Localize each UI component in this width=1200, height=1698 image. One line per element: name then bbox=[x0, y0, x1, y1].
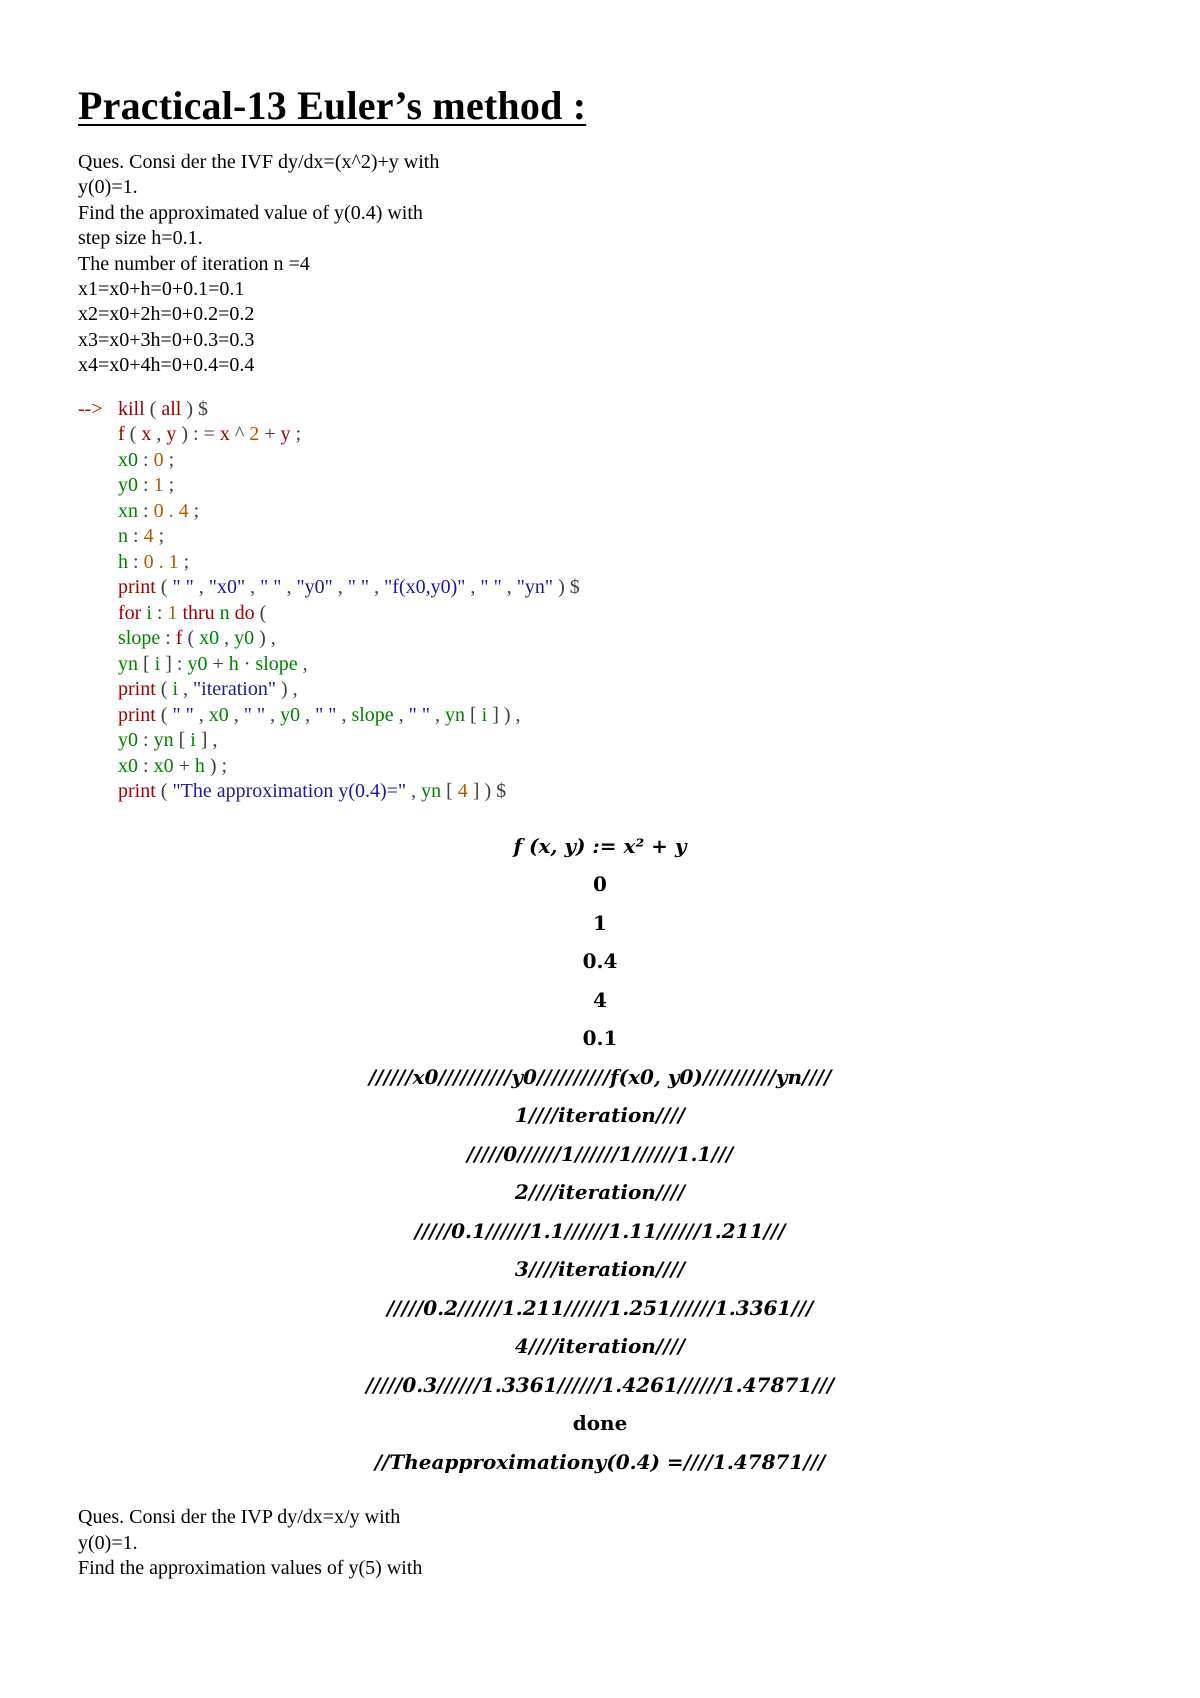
code-token: x0 bbox=[153, 754, 174, 777]
code-token: yn bbox=[444, 703, 465, 726]
code-token: ( bbox=[124, 423, 142, 446]
output-line: //////x0//////////y0//////////f(x0, y0)//////////yn//// bbox=[368, 1064, 832, 1089]
question-2 bbox=[78, 1505, 1122, 1581]
code-token: ( bbox=[155, 576, 173, 599]
code-token: , bbox=[465, 576, 481, 599]
output-line: 4 bbox=[593, 987, 607, 1012]
code-token: print bbox=[118, 780, 156, 803]
code-token: x0 bbox=[208, 703, 229, 726]
code-token: ; bbox=[290, 423, 302, 446]
code-token: i bbox=[481, 703, 488, 726]
code-token: ) , bbox=[275, 678, 298, 701]
code-token: , bbox=[193, 576, 209, 599]
code-token: : bbox=[128, 525, 144, 548]
code-token: " " bbox=[172, 576, 194, 599]
code-line bbox=[78, 575, 1122, 601]
code-token: "x0" bbox=[208, 576, 246, 599]
code-token: "yn" bbox=[516, 576, 554, 599]
code-token: ( bbox=[254, 601, 267, 624]
code-token: : bbox=[138, 474, 154, 497]
code-token: + bbox=[207, 652, 229, 675]
code-token: , bbox=[406, 780, 422, 803]
input-prompt: --> bbox=[78, 397, 103, 420]
code-token: , bbox=[265, 703, 281, 726]
code-token: · bbox=[238, 652, 256, 675]
question-1-line: The number of iteration n =4 bbox=[78, 252, 310, 275]
code-token: , bbox=[297, 652, 308, 675]
code-token: slope bbox=[255, 652, 298, 675]
code-token: ] , bbox=[195, 729, 218, 752]
code-token: " " bbox=[347, 576, 370, 599]
question-1-line: x1=x0+h=0+0.1=0.1 bbox=[78, 278, 245, 301]
output-line: 4////iteration//// bbox=[514, 1334, 686, 1359]
code-token: " " bbox=[480, 576, 502, 599]
code-token: x bbox=[141, 423, 152, 446]
code-line bbox=[78, 601, 1122, 627]
code-token: , bbox=[219, 627, 235, 650]
code-token: , bbox=[393, 703, 409, 726]
code-token: , bbox=[429, 703, 445, 726]
code-token: , bbox=[336, 703, 352, 726]
code-line bbox=[78, 499, 1122, 525]
code-token: y0 bbox=[118, 729, 138, 752]
code-token: n bbox=[118, 525, 128, 548]
code-line bbox=[78, 626, 1122, 652]
page-title: Practical-13 Euler’s method : bbox=[78, 83, 587, 128]
code-token: [ bbox=[138, 652, 155, 675]
code-token: slope bbox=[351, 703, 394, 726]
question-1-line: x4=x0+4h=0+0.4=0.4 bbox=[78, 354, 255, 377]
code-token: 0 . 1 bbox=[143, 550, 179, 573]
output-line: 1 bbox=[593, 910, 607, 935]
code-token: : bbox=[128, 550, 144, 573]
code-token: ( bbox=[182, 627, 200, 650]
document-page bbox=[78, 82, 1122, 1581]
code-line bbox=[78, 652, 1122, 678]
code-token: y bbox=[166, 423, 177, 446]
code-line bbox=[78, 703, 1122, 729]
code-token: , bbox=[501, 576, 517, 599]
question-2-line: y(0)=1. bbox=[78, 1531, 138, 1554]
code-line bbox=[78, 397, 1122, 423]
question-1-line: step size h=0.1. bbox=[78, 227, 203, 250]
output-line: //Theapproximationy(0.4) =////1.47871/// bbox=[374, 1449, 826, 1474]
code-token: : bbox=[138, 448, 154, 471]
code-token: ] ) $ bbox=[467, 780, 507, 803]
code-token: ; bbox=[178, 550, 190, 573]
code-token: , bbox=[332, 576, 348, 599]
code-token: , bbox=[228, 703, 244, 726]
question-1-line: x3=x0+3h=0+0.3=0.3 bbox=[78, 328, 255, 351]
output-line: 3////iteration//// bbox=[514, 1257, 686, 1282]
code-token: : bbox=[138, 499, 154, 522]
code-token: ( bbox=[155, 703, 173, 726]
code-line bbox=[78, 677, 1122, 703]
code-line bbox=[78, 524, 1122, 550]
code-token: + bbox=[173, 754, 195, 777]
code-token: [ bbox=[464, 703, 482, 726]
code-line bbox=[78, 473, 1122, 499]
output-line: 2////iteration//// bbox=[514, 1180, 686, 1205]
code-token: ( bbox=[155, 678, 173, 701]
code-token: x0 bbox=[118, 754, 138, 777]
code-token: " " bbox=[243, 703, 266, 726]
code-token: : bbox=[160, 627, 176, 650]
code-token: ; bbox=[153, 525, 165, 548]
code-token: yn bbox=[421, 780, 442, 803]
code-token: 0 bbox=[153, 448, 164, 471]
code-line bbox=[78, 448, 1122, 474]
code-token: i bbox=[146, 601, 152, 624]
code-token: , bbox=[178, 678, 194, 701]
output-line: done bbox=[572, 1411, 628, 1436]
question-2-line: Find the approximation values of y(5) with bbox=[78, 1556, 423, 1579]
question-1-line: Find the approximated value of y(0.4) with bbox=[78, 201, 423, 224]
code-token: f bbox=[175, 627, 183, 650]
code-token: ( bbox=[144, 397, 162, 420]
code-token: , bbox=[369, 576, 385, 599]
question-1-line: x2=x0+2h=0+0.2=0.2 bbox=[78, 303, 255, 326]
code-token: x0 bbox=[199, 627, 220, 650]
code-token: 1 bbox=[153, 474, 164, 497]
code-token: for bbox=[118, 601, 142, 624]
code-token: , bbox=[300, 703, 316, 726]
code-token: thru bbox=[182, 601, 215, 624]
code-token: 4 bbox=[143, 525, 154, 548]
code-token: print bbox=[118, 703, 156, 726]
code-token: "The approximation y(0.4)=" bbox=[172, 780, 407, 803]
code-token: : bbox=[138, 754, 154, 777]
code-token: n bbox=[219, 601, 230, 624]
code-token: "iteration" bbox=[193, 678, 276, 701]
code-line bbox=[78, 754, 1122, 780]
code-token: ] ) , bbox=[487, 703, 521, 726]
code-token: print bbox=[118, 576, 156, 599]
code-token: , bbox=[245, 576, 261, 599]
code-token: 0 . 4 bbox=[153, 499, 189, 522]
output-line: 1////iteration//// bbox=[514, 1103, 686, 1128]
code-token: 1 bbox=[167, 601, 178, 624]
code-token: i bbox=[190, 729, 196, 752]
code-token: , bbox=[281, 576, 297, 599]
code-token: ) $ bbox=[553, 576, 580, 599]
code-token: : bbox=[138, 729, 154, 752]
code-token: y0 bbox=[118, 474, 138, 497]
code-token: "y0" bbox=[296, 576, 333, 599]
code-token: ) $ bbox=[181, 397, 209, 420]
code-token: yn bbox=[153, 729, 174, 752]
output-line: 0.1 bbox=[582, 1026, 618, 1051]
code-token: ) , bbox=[254, 627, 276, 650]
output-line: 0 bbox=[593, 872, 607, 897]
code-token: 4 bbox=[457, 780, 468, 803]
code-token: kill bbox=[118, 397, 145, 420]
output-line: /////0.3//////1.3361//////1.4261//////1.47871/// bbox=[365, 1372, 835, 1397]
output-line: /////0.1//////1.1//////1.11//////1.211/// bbox=[414, 1218, 786, 1243]
code-token: " " bbox=[408, 703, 430, 726]
code-token: [ bbox=[173, 729, 191, 752]
code-token: y bbox=[280, 423, 291, 446]
code-token: slope bbox=[118, 627, 161, 650]
code-token: : bbox=[151, 601, 168, 624]
code-token: ( bbox=[155, 780, 173, 803]
code-token: xn bbox=[118, 499, 138, 522]
code-token: y0 bbox=[187, 652, 208, 675]
question-2-line: Ques. Consi der the IVP dy/dx=x/y with bbox=[78, 1506, 401, 1529]
code-token: ; bbox=[163, 474, 175, 497]
code-token: x bbox=[219, 423, 230, 446]
code-token: h bbox=[194, 754, 205, 777]
code-line bbox=[78, 550, 1122, 576]
code-token: ) : = bbox=[176, 423, 220, 446]
code-line bbox=[78, 422, 1122, 448]
code-token: do bbox=[234, 601, 255, 624]
maxima-output bbox=[78, 827, 1122, 1482]
maxima-input-cell[interactable] bbox=[78, 397, 1122, 805]
code-token: " " bbox=[260, 576, 282, 599]
code-line bbox=[78, 779, 1122, 805]
code-token: i bbox=[154, 652, 161, 675]
code-token: "f(x0,y0)" bbox=[384, 576, 466, 599]
code-token: " " bbox=[315, 703, 337, 726]
code-token: f bbox=[118, 423, 125, 446]
question-1 bbox=[78, 150, 1122, 379]
code-token: " " bbox=[172, 703, 194, 726]
code-token: , bbox=[193, 703, 209, 726]
code-token: h bbox=[228, 652, 239, 675]
question-1-line: y(0)=1. bbox=[78, 176, 138, 199]
code-token: print bbox=[118, 678, 156, 701]
code-token: h bbox=[118, 550, 128, 573]
code-token: + bbox=[259, 423, 281, 446]
code-token: ) ; bbox=[204, 754, 228, 777]
code-token: ; bbox=[163, 448, 175, 471]
code-token: y0 bbox=[234, 627, 255, 650]
code-token: ; bbox=[188, 499, 200, 522]
output-line: /////0//////1//////1//////1.1/// bbox=[466, 1141, 734, 1166]
code-token: x0 bbox=[118, 448, 138, 471]
code-token: [ bbox=[441, 780, 458, 803]
output-line: f (x, y) := x² + y bbox=[513, 833, 687, 858]
code-token: ] : bbox=[160, 652, 188, 675]
code-token: i bbox=[172, 678, 179, 701]
output-line: /////0.2//////1.211//////1.251//////1.3361/// bbox=[386, 1295, 814, 1320]
code-token: y0 bbox=[280, 703, 301, 726]
code-token: yn bbox=[118, 652, 138, 675]
code-token: 2 bbox=[249, 423, 260, 446]
code-token: all bbox=[161, 397, 182, 420]
code-token: , bbox=[151, 423, 167, 446]
output-line: 0.4 bbox=[582, 949, 618, 974]
code-line bbox=[78, 728, 1122, 754]
code-token: ^ bbox=[229, 423, 250, 446]
question-1-line: Ques. Consi der the IVF dy/dx=(x^2)+y with bbox=[78, 151, 440, 173]
